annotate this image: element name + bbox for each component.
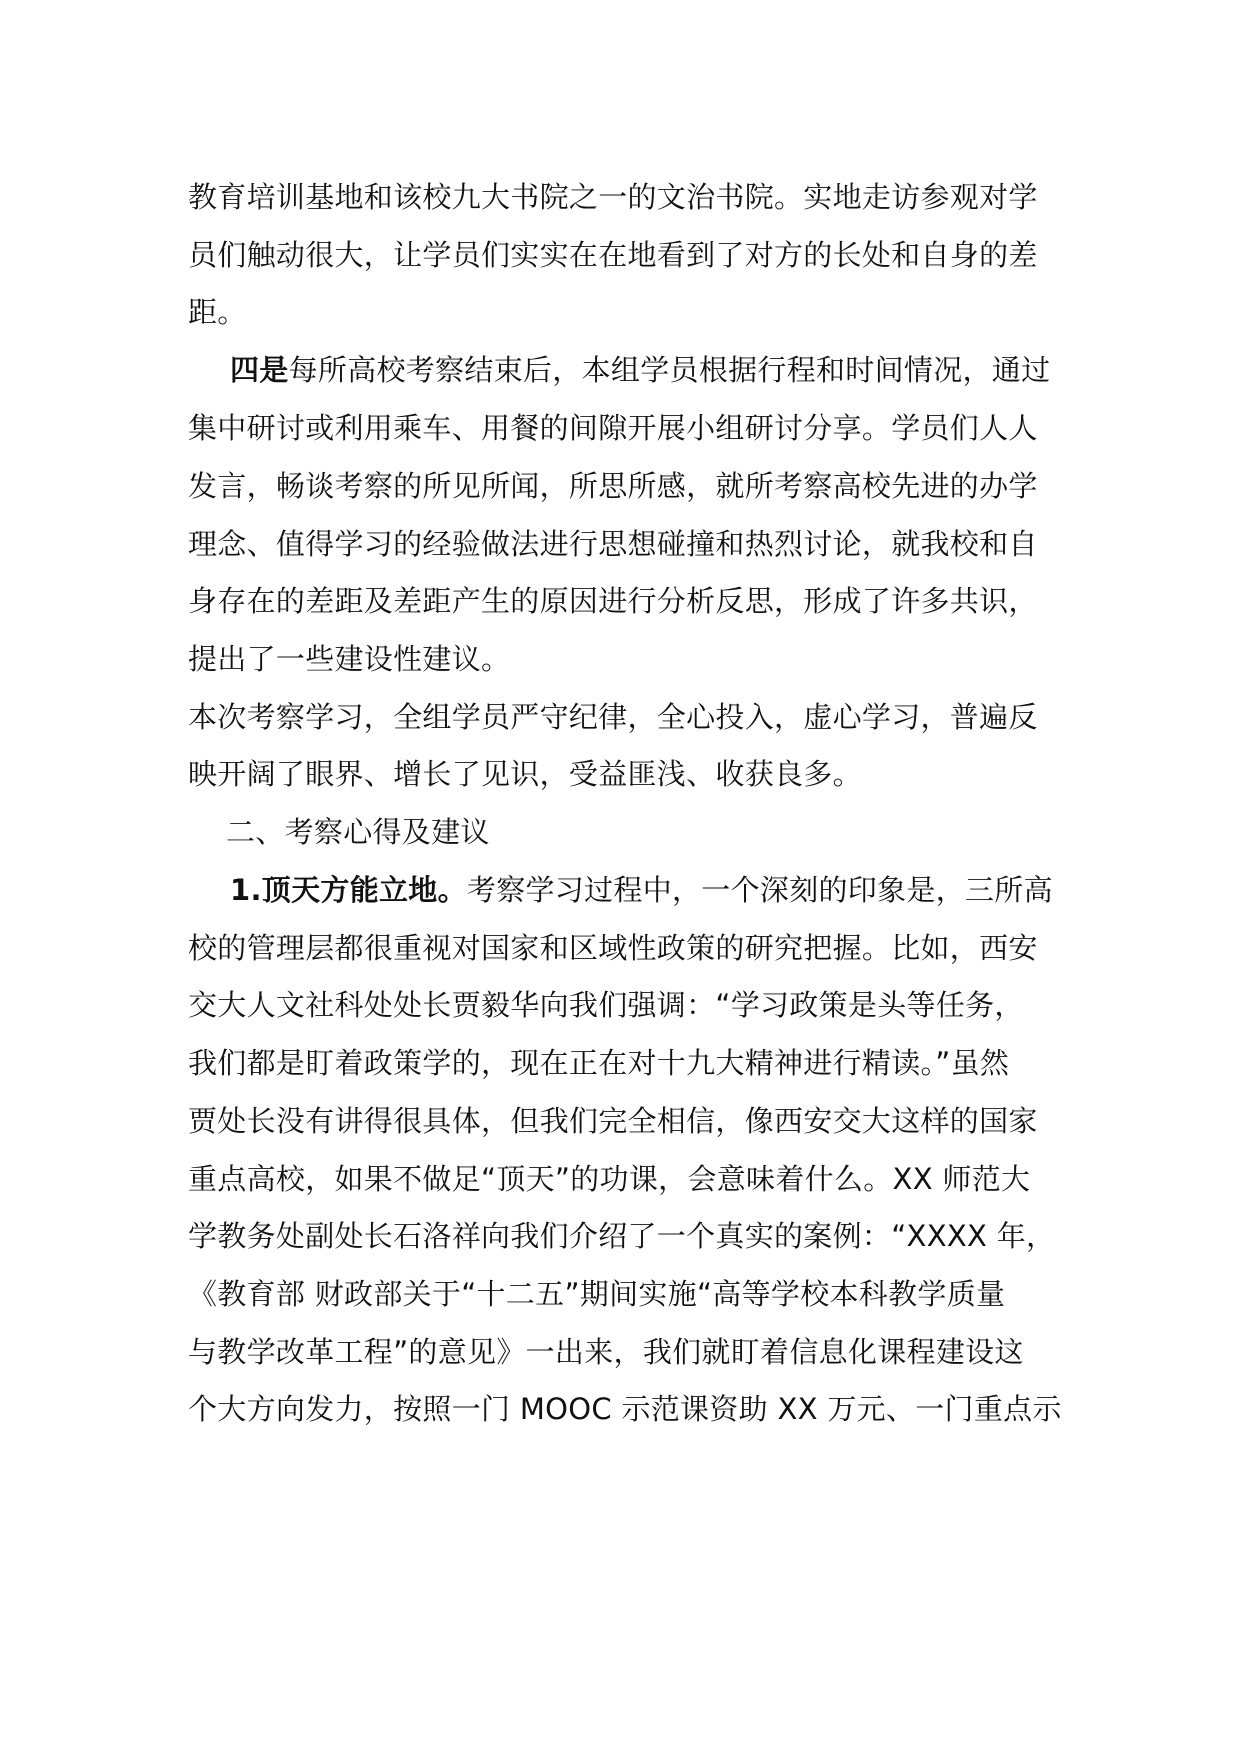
para2-line-4: 理念、值得学习的经验做法进行思想碰撞和热烈讨论，就我校和自 <box>188 527 1038 561</box>
para2-line-6: 提出了一些建设性建议。 <box>188 642 511 676</box>
para4-line-6: 重点高校，如果不做足“顶天”的功课，会意味着什么。XX 师范大 <box>188 1162 1031 1196</box>
para1-line-2: 员们触动很大，让学员们实实在在地看到了对方的长处和自身的差 <box>188 238 1038 272</box>
para4-line-7: 学教务处副处长石洛祥向我们介绍了一个真实的案例：“XXXX 年， <box>188 1219 1056 1253</box>
para3-line-1: 本次考察学习，全组学员严守纪律，全心投入，虚心学习，普遍反 <box>188 700 1038 734</box>
para2-line-3: 发言，畅谈考察的所见所闻，所思所感，就所考察高校先进的办学 <box>188 469 1038 503</box>
para1-line-3: 距。 <box>188 295 247 329</box>
para2-line-1-text: 每所高校考察结束后，本组学员根据行程和时间情况，通过 <box>288 353 1051 387</box>
para4-line-10: 个大方向发力，按照一门 MOOC 示范课资助 XX 万元、一门重点示 <box>188 1392 1062 1426</box>
para3-line-2: 映开阔了眼界、增长了见识，受益匪浅、收获良多。 <box>188 757 862 791</box>
para4-line-9: 与教学改革工程”的意见》一出来，我们就盯着信息化课程建设这 <box>188 1335 1024 1369</box>
section-heading: 二、考察心得及建议 <box>226 815 490 849</box>
para2-bold-lead: 四是 <box>230 353 289 387</box>
para1-line-1: 教育培训基地和该校九大书院之一的文治书院。实地走访参观对学 <box>188 180 1038 214</box>
para4-bold-lead: 1.顶天方能立地。 <box>230 873 467 907</box>
para4-line-1 <box>230 870 1053 910</box>
para4-line-8: 《教育部 财政部关于“十二五”期间实施“高等学校本科教学质量 <box>188 1277 1006 1311</box>
para4-line-2: 校的管理层都很重视对国家和区域性政策的研究把握。比如，西安 <box>188 931 1038 965</box>
para2-line-5: 身存在的差距及差距产生的原因进行分析反思，形成了许多共识， <box>188 584 1038 618</box>
para4-line-3: 交大人文社科处处长贾毅华向我们强调：“学习政策是头等任务， <box>188 988 1024 1022</box>
para2-line-2: 集中研讨或利用乘车、用餐的间隙开展小组研讨分享。学员们人人 <box>188 411 1038 445</box>
para4-line-1-text: 考察学习过程中，一个深刻的印象是，三所高 <box>466 873 1053 907</box>
para4-line-4: 我们都是盯着政策学的，现在正在对十九大精神进行精读。”虽然 <box>188 1046 1010 1080</box>
para2-line-1 <box>230 350 1050 390</box>
para4-line-5: 贾处长没有讲得很具体，但我们完全相信，像西安交大这样的国家 <box>188 1104 1038 1138</box>
